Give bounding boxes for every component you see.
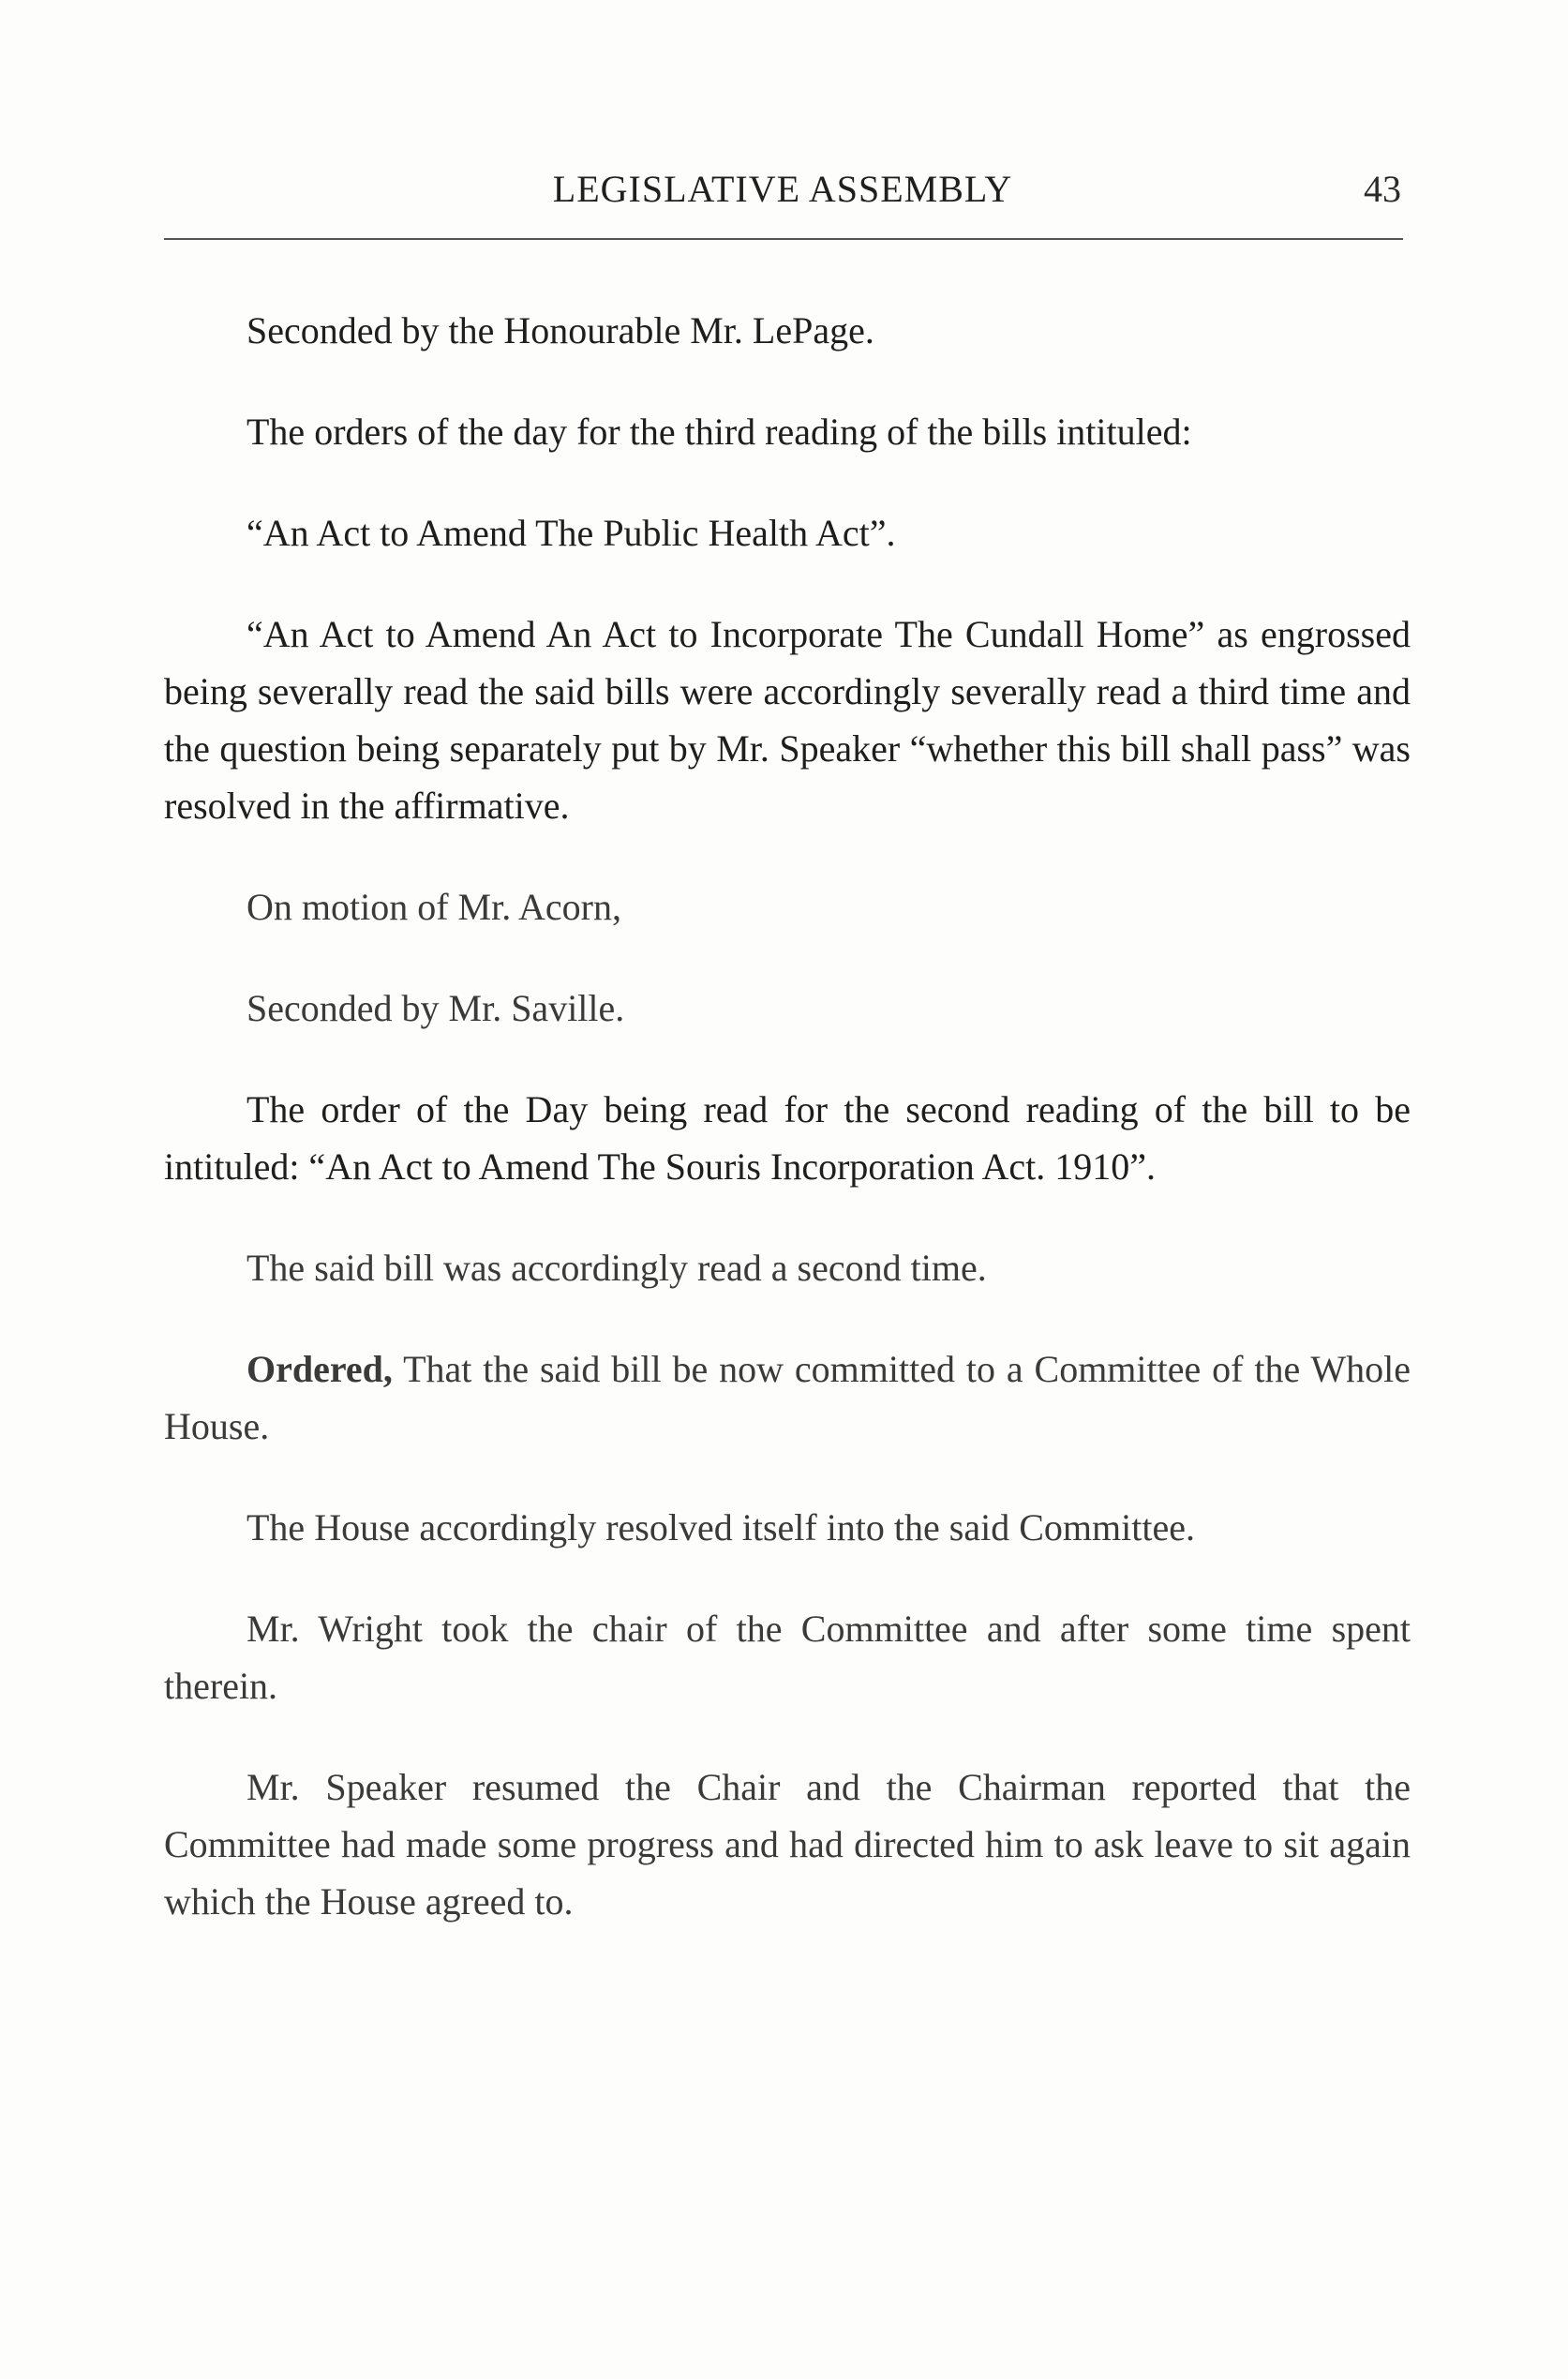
document-body [164, 302, 1411, 1974]
paragraph-orders-third-reading: The orders of the day for the third reading of the bills intituled: [246, 411, 1192, 453]
paragraph-ordered-committee [164, 1340, 1411, 1455]
page-header [164, 167, 1401, 223]
paragraph-wright-chair: Mr. Wright took the chair of the Committee and after some time spent therein. [164, 1608, 1411, 1707]
paragraph-house-resolved: The House accordingly resolved itself into the said Committee. [246, 1506, 1195, 1549]
ordered-text: That the said bill be now committed to a Committee of the Whole House. [164, 1348, 1411, 1447]
page-number: 43 [1364, 168, 1401, 210]
header-rule [164, 238, 1403, 240]
paragraph-cundall-home-act: “An Act to Amend An Act to Incorporate The Cundall Home” as engrossed being severally read the said bills were accordingly severally read a third time and the question being separately put by Mr. Speaker “whether this bill shall pass” was resolved in the affirmative. [164, 613, 1411, 827]
paragraph-read-second-time: The said bill was accordingly read a second time. [246, 1247, 987, 1289]
ordered-label: Ordered, [246, 1348, 393, 1390]
paragraph-seconded-lepage: Seconded by the Honourable Mr. LePage. [246, 309, 874, 352]
paragraph-public-health-act: “An Act to Amend The Public Health Act”. [246, 512, 896, 554]
paragraph-seconded-saville: Seconded by Mr. Saville. [246, 987, 625, 1029]
running-head: LEGISLATIVE ASSEMBLY [552, 168, 1013, 210]
paragraph-motion-acorn: On motion of Mr. Acorn, [246, 886, 621, 928]
paragraph-souris-second-reading: The order of the Day being read for the second reading of the bill to be intituled: “An Act to Amend The Souris Incorporation Act. 1910”. [164, 1088, 1411, 1188]
paragraph-speaker-resumed: Mr. Speaker resumed the Chair and the Chairman reported that the Committee had made some progress and had directed him to ask leave to sit again which the House agreed to. [164, 1766, 1411, 1923]
